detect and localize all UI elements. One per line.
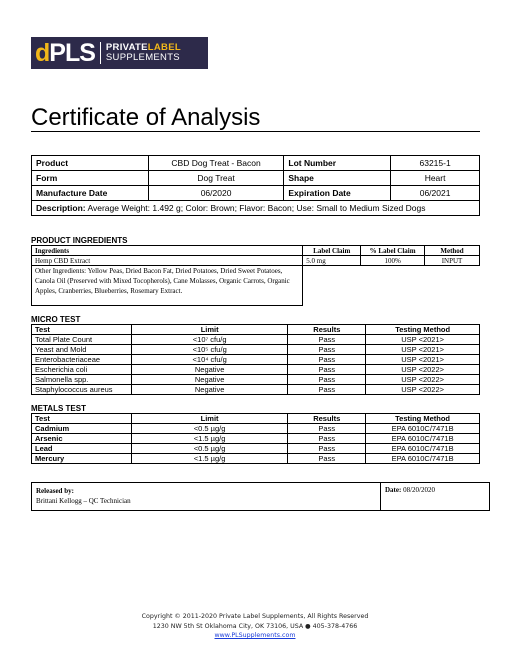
form-row [32, 171, 480, 186]
table-row: Escherichia coli Negative Pass USP <2022> [32, 365, 480, 375]
metals-header: Limit [131, 414, 288, 424]
product-value: CBD Dog Treat - Bacon [148, 156, 284, 171]
description-value: Average Weight: 1.492 g; Color: Brown; Flavor: Bacon; Use: Small to Medium Sized Dogs [85, 203, 426, 213]
product-info-table [31, 155, 480, 216]
form-label: Form [32, 171, 149, 186]
released-by-name: Brittani Kellogg – QC Technician [36, 497, 131, 505]
ingredients-section-title: PRODUCT INGREDIENTS [31, 236, 128, 245]
release-date-value: 08/20/2020 [401, 486, 435, 494]
website-link[interactable]: www.PLSupplements.com [214, 632, 296, 639]
table-row: Staphylococcus aureus Negative Pass USP <2022> [32, 385, 480, 395]
ing-header: Ingredients [32, 246, 303, 256]
title-divider [31, 131, 480, 132]
mfg-value: 06/2020 [148, 186, 284, 201]
release-date-label: Date: [385, 486, 402, 494]
description-label: Description: [36, 203, 86, 213]
table-row: Salmonella spp. Negative Pass USP <2022> [32, 375, 480, 385]
form-value: Dog Treat [148, 171, 284, 186]
micro-header: Limit [131, 325, 288, 335]
other-ingredients: Other Ingredients: Yellow Peas, Dried Bacon Fat, Dried Potatoes, Dried Sweet Potatoes, Canola Oil (Preserved with Mixed Tocopherols), Cane Molasses, Organic Carrots, Organic Apples, Cranberries, Blueberries, Rosemary Extract. [32, 266, 303, 306]
mfg-label: Manufacture Date [32, 186, 149, 201]
micro-header: Test [32, 325, 132, 335]
micro-header: Results [288, 325, 366, 335]
table-row: Lead <0.5 µg/g Pass EPA 6010C/7471B [32, 444, 480, 454]
product-label: Product [32, 156, 149, 171]
micro-section-title: MICRO TEST [31, 315, 81, 324]
metals-header: Results [288, 414, 366, 424]
shape-value: Heart [391, 171, 480, 186]
lot-value: 63215-1 [391, 156, 480, 171]
company-logo: dPLS PRIVATELABEL SUPPLEMENTS [31, 37, 208, 69]
date-row [32, 186, 480, 201]
micro-test-table [31, 324, 480, 395]
table-row: Arsenic <1.5 µg/g Pass EPA 6010C/7471B [32, 434, 480, 444]
ingredient-row: Hemp CBD Extract 5.0 mg 100% INPUT [32, 256, 480, 266]
exp-value: 06/2021 [391, 186, 480, 201]
shape-label: Shape [284, 171, 391, 186]
ingredients-table [31, 245, 480, 306]
table-row: Enterobacteriaceae <10⁴ cfu/g Pass USP <2021> [32, 355, 480, 365]
table-row: Mercury <1.5 µg/g Pass EPA 6010C/7471B [32, 454, 480, 464]
ing-header: Method [425, 246, 480, 256]
description-row [32, 201, 480, 216]
page-title: Certificate of Analysis [31, 104, 261, 131]
exp-label: Expiration Date [284, 186, 391, 201]
micro-header: Testing Method [366, 325, 480, 335]
page-footer [0, 612, 510, 641]
copyright-line: Copyright © 2011-2020 Private Label Supplements, All Rights Reserved [141, 613, 369, 620]
table-row: Total Plate Count <10⁷ cfu/g Pass USP <2021> [32, 335, 480, 345]
product-row [32, 156, 480, 171]
ing-header: % Label Claim [361, 246, 425, 256]
lot-label: Lot Number [284, 156, 391, 171]
table-row: Yeast and Mold <10⁵ cfu/g Pass USP <2021> [32, 345, 480, 355]
metals-section-title: METALS TEST [31, 404, 86, 413]
ing-header: Label Claim [303, 246, 361, 256]
metals-header: Test [32, 414, 132, 424]
metals-header: Testing Method [366, 414, 480, 424]
metals-test-table [31, 413, 480, 464]
released-by-label: Released by: [36, 487, 74, 495]
address-line: 1230 NW 5th St Oklahoma City, OK 73106, USA ● 405-378-4766 [152, 622, 358, 630]
table-row: Cadmium <0.5 µg/g Pass EPA 6010C/7471B [32, 424, 480, 434]
release-box [31, 482, 490, 511]
